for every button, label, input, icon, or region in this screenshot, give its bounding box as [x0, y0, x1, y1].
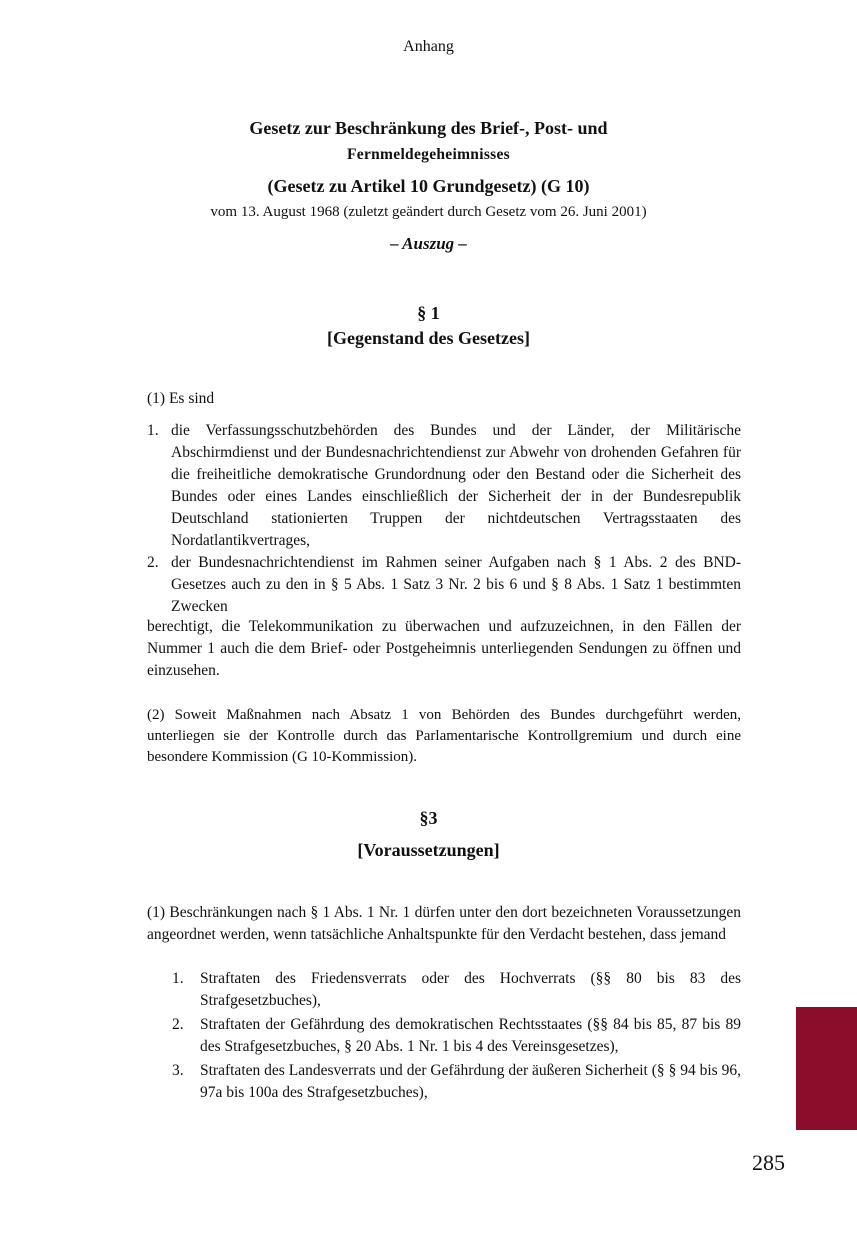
list-item-number: 2.: [172, 1016, 184, 1033]
list-item-text: die Verfassungsschutzbehörden des Bundes und der Länder, der Militärische Abschirmdienst und der Bundesnachrichtendienst zur Abwehr von drohenden Gefahren für die freiheitliche demokratische Grundordnung oder den Bestand oder die Sicherheit des Bundes oder eines Landes einschließlich der Sicherheit der in der Bundesrepublik Deutschland stationierten Truppen der nichtdeutschen Vertragsstaaten des Nordatlantikvertrages,: [171, 422, 741, 549]
list-item-text: der Bundesnachrichtendienst im Rahmen seiner Aufgaben nach § 1 Abs. 2 des BND-Gesetzes auch zu den in § 5 Abs. 1 Satz 3 Nr. 2 bis 6 und § 8 Abs. 1 Satz 1 bestimmten Zwecken: [171, 554, 741, 615]
thumb-index-tab: [796, 1007, 857, 1130]
section-3-title: [Voraussetzungen]: [357, 840, 500, 860]
list-item: [172, 968, 741, 1012]
list-item-text: Straftaten der Gefährdung des demokratischen Rechtsstaates (§§ 84 bis 85, 87 bis 89 des Strafgesetzbuches, § 20 Abs. 1 Nr. 1 bis 4 des Vereinsgesetzes),: [200, 1016, 741, 1055]
list-item: [147, 420, 741, 552]
list-item-number: 1.: [147, 422, 159, 439]
list-item: [172, 1060, 741, 1104]
list-item-text: Straftaten des Landesverrats und der Gefährdung der äußeren Sicherheit (§ § 94 bis 96, 97a bis 100a des Strafgesetzbuches),: [200, 1062, 741, 1101]
list-item: [147, 552, 741, 618]
section-1-title: [Gegenstand des Gesetzes]: [327, 328, 530, 348]
list-item-number: 3.: [172, 1062, 184, 1079]
section-1-paragraph-1-tail: berechtigt, die Telekommunikation zu überwachen und aufzuzeichnen, in den Fällen der Nummer 1 auch die dem Brief- oder Postgeheimnis unterliegenden Sendungen zu öffnen und einzusehen.: [147, 618, 741, 679]
page-number: 285: [752, 1150, 785, 1175]
section-3-list: [172, 968, 741, 1106]
list-item-number: 2.: [147, 554, 159, 571]
list-item-number: 1.: [172, 970, 184, 987]
section-1-paragraph-1-intro: (1) Es sind: [147, 390, 215, 407]
section-1-list: [147, 420, 741, 618]
law-title-line-1: Gesetz zur Beschränkung des Brief-, Post- und: [249, 118, 608, 138]
law-title-line-2: Fernmeldegeheimnisses: [347, 146, 510, 163]
section-1-paragraph-2: (2) Soweit Maßnahmen nach Absatz 1 von Behörden des Bundes durchgeführt werden, unterliegen sie der Kontrolle durch das Parlamentarische Kontrollgremium und durch eine besondere Kommission (G 10-Kommission).: [147, 707, 741, 765]
section-1-number: § 1: [417, 303, 440, 323]
running-head: Anhang: [403, 38, 454, 55]
section-3-paragraph-1-intro: (1) Beschränkungen nach § 1 Abs. 1 Nr. 1 dürfen unter den dort bezeichneten Voraussetzungen angeordnet werden, wenn tatsächliche Anhaltspunkte für den Verdacht bestehen, dass jemand: [147, 904, 741, 943]
list-item: [172, 1014, 741, 1058]
law-date: vom 13. August 1968 (zuletzt geändert durch Gesetz vom 26. Juni 2001): [210, 204, 647, 220]
law-title-line-3: (Gesetz zu Artikel 10 Grundgesetz) (G 10): [267, 176, 590, 196]
section-3-number: §3: [419, 808, 438, 828]
list-item-text: Straftaten des Friedensverrats oder des Hochverrats (§§ 80 bis 83 des Strafgesetzbuches),: [200, 970, 741, 1009]
excerpt-label: – Auszug –: [390, 234, 467, 253]
